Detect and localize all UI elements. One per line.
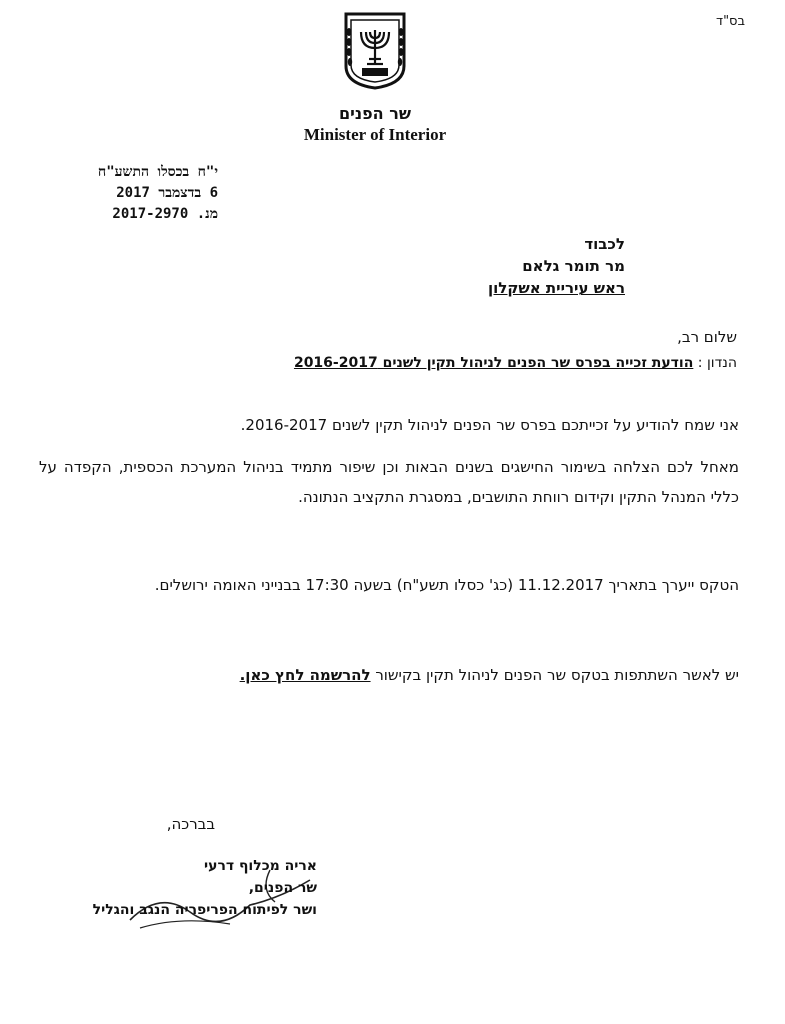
gregorian-date: 6 בדצמבר 2017 (116, 185, 218, 201)
paragraph-ceremony: הטקס ייערך בתאריך 11.12.2017 (כג' כסלו תשע"ח) בשעה 17:30 בבנייני האומה ירושלים. (154, 576, 739, 594)
paragraph-registration (39, 660, 739, 690)
recipient-name: מר תומר גלאם (522, 257, 625, 275)
subject-text: הודעת זכייה בפרס שר הפנים לניהול תקין לשנים 2016-2017 (293, 355, 694, 371)
date-block (46, 162, 218, 225)
subject-line (294, 355, 737, 371)
minister-title-hebrew: שר הפנים (339, 104, 411, 123)
paragraph-wishes: מאחל לכם הצלחה בשימור החישגים בשנים הבאות וכן שיפור מתמיד בניהול המערכת הכספית, הקפדה על כללי המנהל התקין וקידום רווחת התושבים, במסגרת התקציב הנתונה. (39, 458, 739, 506)
greeting: שלום רב, (677, 328, 737, 346)
recipient-title: ראש עיריית אשקלון (488, 279, 625, 297)
recipient-honorific: לכבוד (584, 235, 625, 253)
registration-link[interactable]: להרשמה לחץ כאן. (239, 666, 371, 684)
closing: בברכה, (166, 815, 215, 833)
signatory-name: אריה מכלוף דרעי (204, 858, 317, 874)
hebrew-date: י"ח בכסלו התשע"ח (97, 164, 218, 180)
minister-title-english: Minister of Interior (303, 125, 447, 144)
paragraph-announcement: אני שמח להודיע על זכייתכם בפרס שר הפנים לניהול תקין לשנים 2016-2017. (240, 416, 739, 434)
signatory-block (93, 855, 317, 921)
signatory-role-interior: שר הפנים, (248, 880, 317, 896)
signatory-role-periphery: ושר לפיתוח הפריפריה הנגב והגליל (92, 902, 317, 918)
state-emblem-icon (338, 8, 412, 90)
recipient-block (488, 233, 625, 299)
subject-prefix: הנדון : (697, 355, 737, 371)
reference-number: מנ. 2017-2970 (112, 206, 218, 222)
bsd-mark: בס"ד (715, 14, 745, 29)
registration-text: יש לאשר השתתפות בטקס שר הפנים לניהול תקין בקישור (370, 666, 739, 684)
